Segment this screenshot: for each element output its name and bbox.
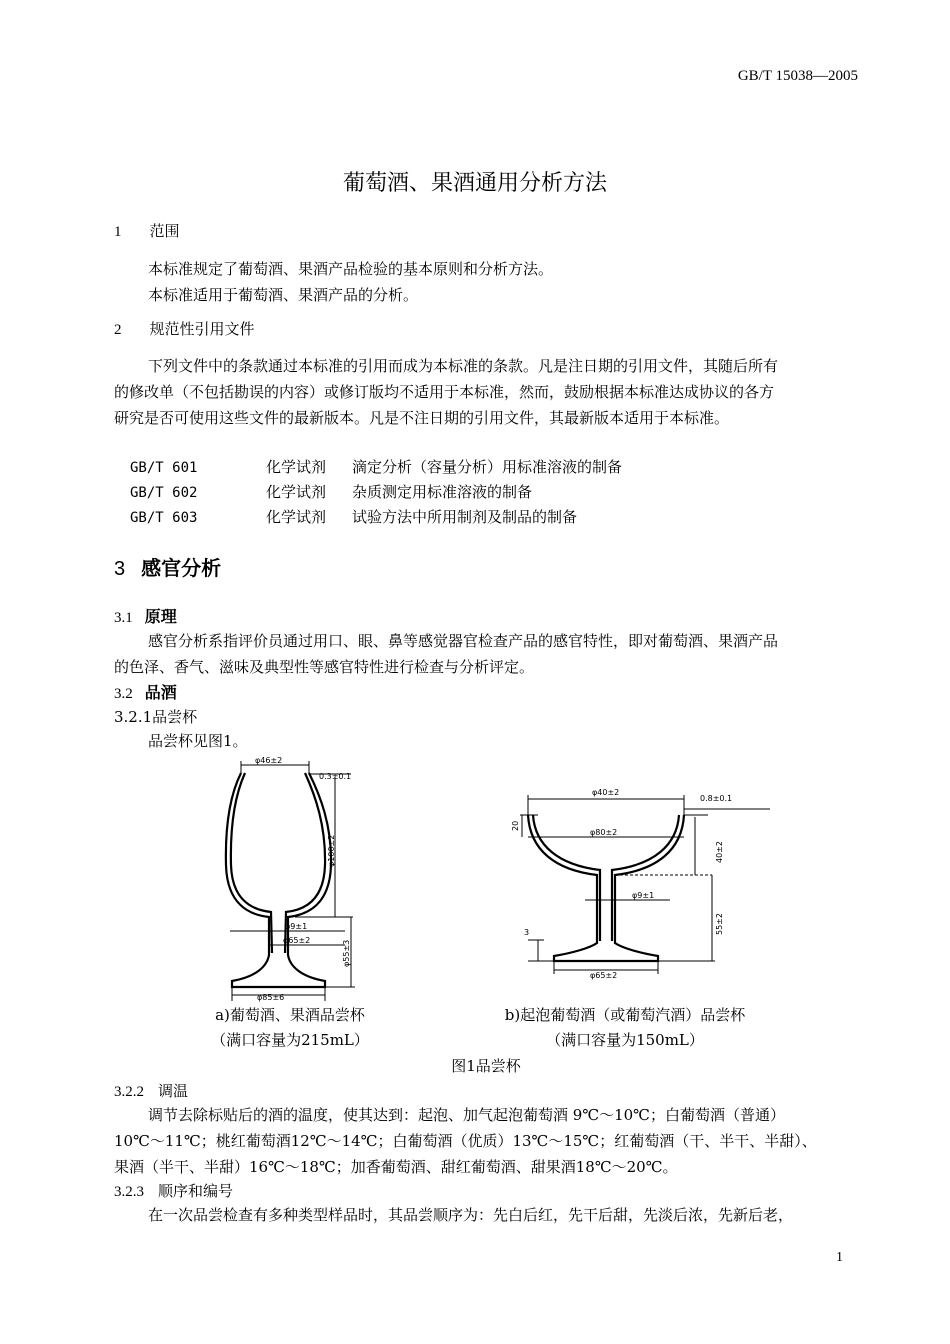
dim-a-stem: φ9±1 xyxy=(285,922,308,931)
dim-b-top: φ40±2 xyxy=(592,788,620,797)
dim-b-depth: 20 xyxy=(511,820,520,831)
dim-b-foot: 3 xyxy=(524,928,530,937)
section-3-1-heading xyxy=(114,604,177,627)
dim-b-stem: φ9±1 xyxy=(632,891,655,900)
section-2-heading xyxy=(114,316,255,343)
section-3-2-2-number: 3.2.2 xyxy=(114,1084,144,1100)
section-1-paragraph-2: 本标准适用于葡萄酒、果酒产品的分析。 xyxy=(148,286,419,304)
section-3-2-heading xyxy=(114,680,177,703)
dim-b-stem-height: 55±2 xyxy=(715,913,724,935)
document-title: 葡萄酒、果酒通用分析方法 xyxy=(342,171,607,196)
dim-a-wall: 0.3±0.1 xyxy=(319,772,352,781)
reference-code: GB/T 601 xyxy=(130,460,198,476)
section-3-1-number: 3.1 xyxy=(114,610,133,626)
dim-a-base: φ85±6 xyxy=(257,993,285,1002)
section-3-2-2-line-3: 果酒（半干、半甜）16℃～18℃；加香葡萄酒、甜红葡萄酒、甜果酒18℃～20℃。 xyxy=(114,1158,678,1176)
dim-a-height: φ100±2 xyxy=(327,834,336,867)
dim-a-top: φ46±2 xyxy=(255,756,283,765)
section-3-2-2-heading xyxy=(114,1080,188,1101)
section-3-2-title: 品酒 xyxy=(144,683,177,702)
section-3-1-line-2: 的色泽、香气、滋味及典型性等感官特性进行检查与分析评定。 xyxy=(114,658,535,676)
section-3-title: 感官分析 xyxy=(141,556,222,580)
tasting-glass-a-drawing xyxy=(205,755,375,1005)
section-2-line-3: 研究是否可使用这些文件的最新版本。凡是不注日期的引用文件，其最新版本适用于本标准。 xyxy=(114,409,730,427)
section-2-line-1: 下列文件中的条款通过本标准的引用而成为本标准的条款。凡是注日期的引用文件，其随后所有 xyxy=(148,357,779,375)
section-3-2-3-line-1: 在一次品尝检查有多种类型样品时，其品尝顺序为：先白后红，先干后甜，先淡后浓，先新后老， xyxy=(148,1206,794,1224)
figure-a-caption: a)葡萄酒、果酒品尝杯 xyxy=(215,1006,365,1024)
section-3-2-3-number: 3.2.3 xyxy=(114,1184,144,1200)
reference-category: 化学试剂 xyxy=(266,458,327,476)
reference-title: 杂质测定用标准溶液的制备 xyxy=(352,483,533,501)
figure-b-capacity: （满口容量为150mL） xyxy=(546,1031,704,1049)
dim-b-base: φ65±2 xyxy=(590,971,618,980)
section-3-2-number: 3.2 xyxy=(114,686,133,702)
dim-a-stem-height: φ55±3 xyxy=(342,939,351,967)
section-2-number: 2 xyxy=(114,322,122,338)
figure-1-caption: 图1品尝杯 xyxy=(451,1057,521,1075)
reference-category: 化学试剂 xyxy=(266,483,327,501)
section-3-2-1-heading: 3.2.1品尝杯 xyxy=(114,708,198,726)
section-3-2-2-title: 调温 xyxy=(158,1082,189,1100)
reference-code: GB/T 602 xyxy=(130,485,198,501)
section-3-2-2-line-2: 10℃～11℃；桃红葡萄酒12℃～14℃；白葡萄酒（优质）13℃～15℃；红葡萄酒（干、半干、半甜）、 xyxy=(114,1132,817,1150)
section-1-paragraph-1: 本标准规定了葡萄酒、果酒产品检验的基本原则和分析方法。 xyxy=(148,260,554,278)
section-3-number: 3 xyxy=(114,558,126,580)
standard-code: GB/T 15038—2005 xyxy=(737,68,858,84)
reference-row xyxy=(130,506,577,527)
section-3-1-line-1: 感官分析系指评价员通过用口、眼、鼻等感觉器官检查产品的感官特性，即对葡萄酒、果酒产品 xyxy=(148,632,779,650)
section-1-heading xyxy=(114,218,180,245)
figure-a-capacity: （满口容量为215mL） xyxy=(211,1031,369,1049)
dim-a-stem2: φ65±2 xyxy=(283,936,311,945)
section-3-1-title: 原理 xyxy=(144,607,177,626)
dim-b-inner: φ80±2 xyxy=(590,828,618,837)
figure-b-caption: b)起泡葡萄酒（或葡萄汽酒）品尝杯 xyxy=(504,1006,746,1024)
reference-row xyxy=(130,456,622,477)
reference-code: GB/T 603 xyxy=(130,510,198,526)
section-3-2-2-line-1: 调节去除标贴后的酒的温度，使其达到：起泡、加气起泡葡萄酒 9℃～10℃；白葡萄酒（普通） xyxy=(148,1106,785,1124)
reference-category: 化学试剂 xyxy=(266,508,327,526)
reference-row xyxy=(130,481,532,502)
section-3-2-3-title: 顺序和编号 xyxy=(158,1182,234,1200)
section-1-title: 范围 xyxy=(149,222,180,240)
dim-b-wall: 0.8±0.1 xyxy=(700,794,733,803)
section-2-line-2: 的修改单（不包括勘误的内容）或修订版均不适用于本标准，然而，鼓励根据本标准达成协议的各方 xyxy=(114,383,775,401)
dim-b-bowl-height: 40±2 xyxy=(715,841,724,863)
page-number: 1 xyxy=(836,1250,843,1265)
section-2-title: 规范性引用文件 xyxy=(149,320,255,338)
section-3-2-1-text: 品尝杯见图1。 xyxy=(148,732,248,750)
reference-title: 滴定分析（容量分析）用标准溶液的制备 xyxy=(352,458,623,476)
reference-title: 试验方法中所用制剂及制品的制备 xyxy=(352,508,578,526)
section-1-number: 1 xyxy=(114,224,122,240)
section-3-2-3-heading xyxy=(114,1180,233,1201)
section-3-heading xyxy=(114,552,221,581)
tasting-glass-b-drawing xyxy=(500,765,775,985)
